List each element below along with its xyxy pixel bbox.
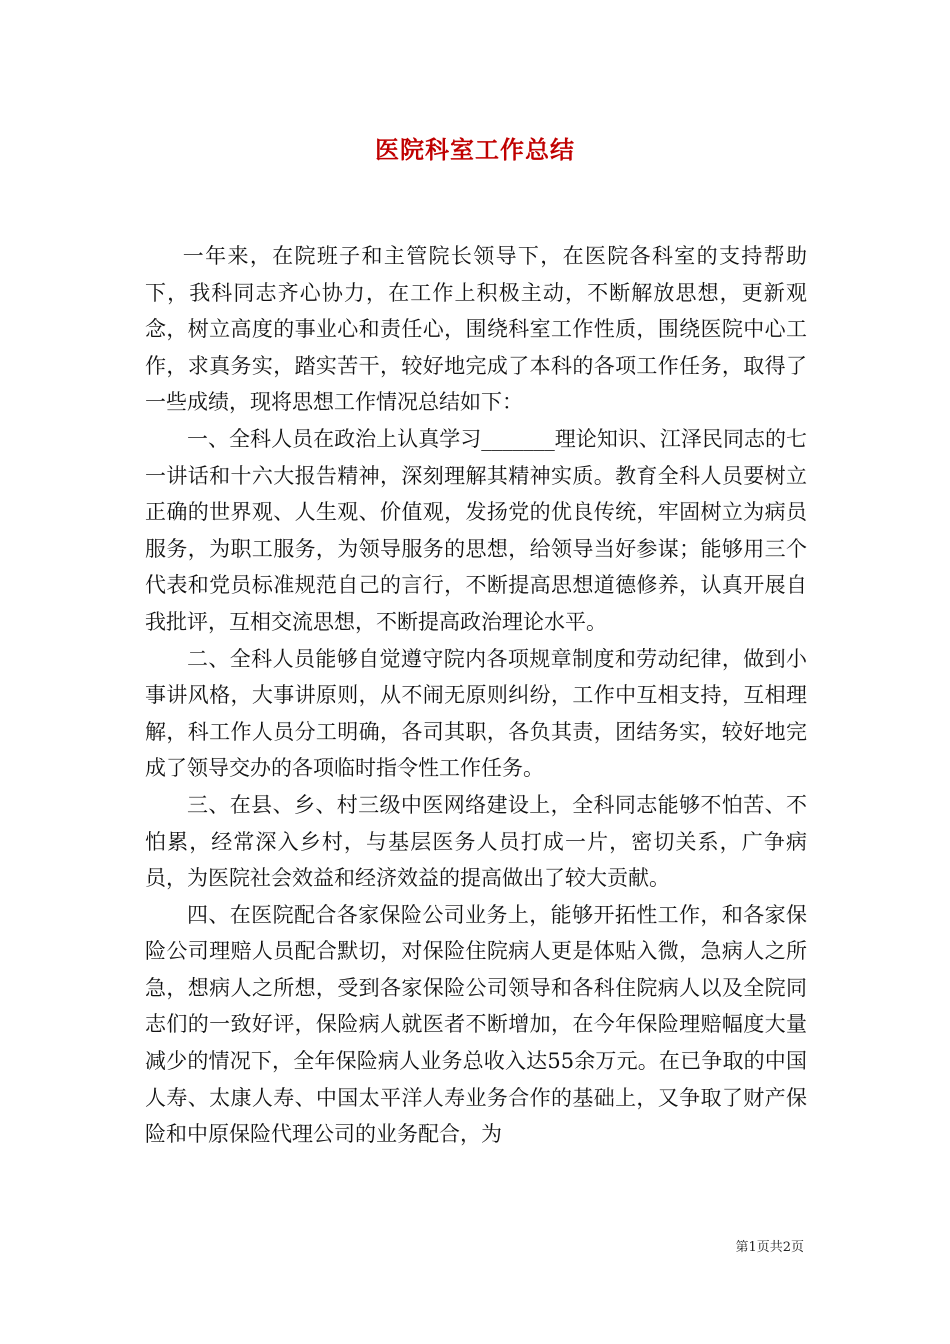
paragraph-insurance-cooperation: 四、在医院配合各家保险公司业务上，能够开拓性工作，和各家保险公司理赔人员配合默切，对保险住院病人更是体贴入微，急病人之所急，想病人之所想，受到各家保险公司领导和各科住院病人以及全院同志们的一致好评，保险病人就医者不断增加，在今年保险理赔幅度大量减少的情况下，全年保险病人业务总收入达55余万元。在已争取的中国人寿、太康人寿、中国太平洋人寿业务合作的基础上，又争取了财产保险和中原保险代理公司的业务配合，为	[145, 902, 807, 1147]
page-indicator: 第1页共2页	[735, 1240, 804, 1255]
document-title: 医院科室工作总结	[375, 135, 575, 164]
paragraph-network-construction: 三、在县、乡、村三级中医网络建设上，全科同志能够不怕苦、不怕累，经常深入乡村，与基层医务人员打成一片，密切关系，广争病员，为医院社会效益和经济效益的提高做出了较大贡献。	[145, 792, 807, 891]
document-body	[145, 238, 807, 1153]
paragraph-discipline: 二、全科人员能够自觉遵守院内各项规章制度和劳动纪律，做到小事讲风格，大事讲原则，从不闹无原则纠纷，工作中互相支持，互相理解，科工作人员分工明确，各司其职，各负其责，团结务实，较好地完成了领导交办的各项临时指令性工作任务。	[145, 646, 807, 781]
paragraph-political-study: 一、全科人员在政治上认真学习_______理论知识、江泽民同志的七一讲话和十六大报告精神，深刻理解其精神实质。教育全科人员要树立正确的世界观、人生观、价值观，发扬党的优良传统，牢固树立为病员服务，为职工服务，为领导服务的思想，给领导当好参谋；能够用三个代表和党员标准规范自己的言行，不断提高思想道德修养，认真开展自我批评，互相交流思想，不断提高政治理论水平。	[145, 426, 807, 634]
paragraph-intro: 一年来，在院班子和主管院长领导下，在医院各科室的支持帮助下，我科同志齐心协力，在工作上积极主动，不断解放思想，更新观念，树立高度的事业心和责任心，围绕科室工作性质，围绕医院中心工作，求真务实，踏实苦干，较好地完成了本科的各项工作任务，取得了一些成绩，现将思想工作情况总结如下：	[145, 244, 807, 415]
